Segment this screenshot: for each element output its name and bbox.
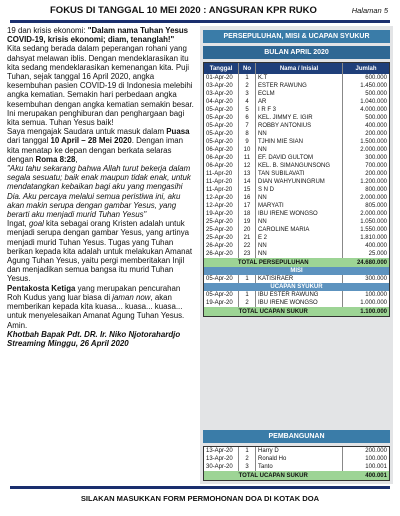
cell-date: 19-Apr-20: [204, 299, 239, 307]
cell-date: 30-Apr-20: [204, 463, 239, 471]
building-banner: PEMBANGUNAN: [203, 430, 390, 443]
cell-name: TJHIN MIE SIAN: [256, 138, 343, 146]
tithe-row: [204, 138, 389, 146]
tithe-row: [204, 98, 389, 106]
p3-text: Ingat,: [7, 219, 29, 229]
p4-text-2: , akan memberikan kepada kita kuasa... kuasa... kuasa... untuk menyelesaikan Amanat Agung Tuhan Yesus. Amin.: [7, 292, 185, 330]
tithe-row: [204, 114, 389, 122]
cell-no: 12: [239, 162, 256, 170]
cell-amount: 1.450.000: [360, 83, 387, 89]
p2-text-4: ,: [75, 154, 78, 164]
building-table-box: [203, 446, 390, 481]
cell-no: 4: [239, 98, 256, 106]
cell-name: I R F 3: [256, 106, 343, 114]
cell-date: 06-Apr-20: [204, 146, 239, 154]
tithe-total-row: [204, 258, 389, 267]
tithe-row: [204, 194, 389, 202]
tithe-row: [204, 162, 389, 170]
col-header-date: Tanggal: [204, 63, 239, 74]
cell-date: 05-Apr-20: [204, 106, 239, 114]
cell-no: 7: [239, 122, 256, 130]
col-header-name: Nama / Inisial: [256, 63, 343, 74]
misi-row: [204, 275, 389, 283]
declaration-quote: "Dalam nama Tuhan Yesus COVID-19, krisis ekonomi; diam, tenanglah!": [7, 26, 189, 45]
cell-name: IBU IRENE WONGSO: [256, 210, 343, 218]
tithe-row: [204, 170, 389, 178]
header-title: FOKUS DI TANGGAL 10 MEI 2020 : ANGSURAN KPR RUKO: [50, 5, 317, 16]
tithe-row: [204, 130, 389, 138]
tithe-row: [204, 242, 389, 250]
p3-goal: goal: [28, 219, 44, 229]
cell-date: 05-Apr-20: [204, 275, 239, 283]
cell-name: NN: [256, 242, 343, 250]
col-header-no: No: [239, 63, 256, 74]
thanks-total-row-label: TOTAL UCAPAN SUKUR: [204, 307, 343, 316]
p4-text: yang merupakan pencurahan Roh Kudus yang luar biasa di: [7, 283, 181, 302]
cell-name: NN: [256, 146, 343, 154]
article-intro: [7, 26, 196, 44]
thanks-row: [204, 291, 389, 299]
cell-name: ROBBY ANTONIUS: [256, 122, 343, 130]
cell-amount: 300.000: [365, 155, 387, 161]
cell-amount: 800.000: [365, 187, 387, 193]
cell-amount: 300.000: [365, 276, 387, 282]
cell-amount: 25.000: [368, 251, 387, 257]
cell-no: 6: [239, 114, 256, 122]
p2-text-2: dari tanggal: [7, 136, 51, 146]
cell-date: 11-Apr-20: [204, 186, 239, 194]
tithe-row: [204, 250, 389, 258]
cell-amount: 200.000: [365, 131, 387, 137]
thanks-total-row-amount: 1.100.000: [343, 307, 390, 316]
cell-date: 12-Apr-20: [204, 202, 239, 210]
verse-quote: "Aku tahu sekarang bahwa Allah turut bekerja dalam segala sesuatu; baik enak maupun tidak enak, untuk mendatangkan kebaikan bagi aku yang mengasihi Dia. Aku percaya melalui semua peristiwa ini, aku akan makin serupa dengan gambar Yesus, yang berarti aku menjadi murid Tuhan Yesus": [7, 164, 191, 220]
cell-amount: 100.001: [365, 464, 387, 470]
cell-name: IBU IRENE WONGSO: [256, 299, 343, 307]
tithe-row: [204, 178, 389, 186]
intro-text: 19 dan krisis ekonomi:: [7, 26, 88, 35]
cell-date: 05-Apr-20: [204, 122, 239, 130]
cell-name: EF. DAVID GULTOM: [256, 154, 343, 162]
cell-no: 16: [239, 194, 256, 202]
cell-amount: 1.050.000: [360, 219, 387, 225]
cell-amount: 400.000: [365, 123, 387, 129]
thanks-header-label: UCAPAN SYUKUR: [204, 283, 389, 291]
cell-amount: 2.000.000: [360, 147, 387, 153]
cell-amount: 2.000.000: [360, 195, 387, 201]
cell-name: AR: [256, 98, 343, 106]
cell-no: 19: [239, 218, 256, 226]
paragraph-3: [7, 219, 196, 283]
cell-no: 15: [239, 186, 256, 194]
tithe-row: [204, 202, 389, 210]
building-total-row: [204, 471, 389, 480]
cell-amount: 1.810.000: [360, 235, 387, 241]
cell-no: 10: [239, 146, 256, 154]
cell-no: 3: [239, 90, 256, 98]
cell-no: 2: [239, 455, 256, 463]
cell-amount: 1.040.000: [360, 99, 387, 105]
tithe-total-row-amount: 24.680.000: [343, 258, 390, 267]
cell-no: 8: [239, 130, 256, 138]
cell-no: 17: [239, 202, 256, 210]
cell-date: 05-Apr-20: [204, 138, 239, 146]
cell-amount: 1.550.000: [360, 227, 387, 233]
cell-name: KATISIRAER: [256, 275, 343, 283]
cell-date: 12-Apr-20: [204, 194, 239, 202]
cell-no: 2: [239, 82, 256, 90]
cell-amount: 400.000: [365, 243, 387, 249]
cell-name: NN: [256, 130, 343, 138]
building-total-row-amount: 400.001: [343, 471, 390, 480]
cell-amount: 600.000: [365, 75, 387, 81]
tithe-row: [204, 122, 389, 130]
cell-amount: 100.000: [365, 292, 387, 298]
page-header: [10, 4, 390, 23]
p2-verse: Roma 8:28: [35, 154, 76, 164]
report-month: BULAN APRIL 2020: [203, 46, 390, 59]
cell-amount: 2.000.000: [360, 211, 387, 217]
page-number: Halaman 5: [351, 6, 388, 15]
p2-puasa: Puasa: [166, 127, 190, 137]
tithe-row: [204, 74, 389, 82]
tithe-row: [204, 186, 389, 194]
cell-date: 13-Apr-20: [204, 447, 239, 455]
cell-date: 03-Apr-20: [204, 90, 239, 98]
tithe-row: [204, 146, 389, 154]
cell-no: 1: [239, 447, 256, 455]
cell-amount: 100.000: [365, 456, 387, 462]
cell-date: 06-Apr-20: [204, 154, 239, 162]
cell-amount: 200.000: [365, 448, 387, 454]
cell-name: NN: [256, 194, 343, 202]
p4-jaman-now: jaman now: [112, 292, 151, 302]
p2-text: Saya mengajak Saudara untuk masuk dalam: [7, 127, 167, 137]
cell-no: 21: [239, 234, 256, 242]
cell-date: 25-Apr-20: [204, 218, 239, 226]
tithe-row: [204, 90, 389, 98]
cell-name: Tanto: [256, 463, 343, 471]
paragraph-1: Kita sedang berada dalam peperangan rohani yang dahsyat melawan iblis. Dengan mendeklarasikan itu kita sedang mendeklarasikan kemenangan kita. Puji Tuhan, sejak tanggal 16 April 2020, angka kesembuhan pasien COVID-19 di Indonesia melebihi angka kematian. Semakin hari perbedaan angka kesembuhan dengan angka kematian semakin besar. Ini merupakan penghiburan dan penghargaan bagi kita semua. Tuhan Yesus baik!: [7, 44, 194, 128]
thanks-row: [204, 299, 389, 307]
cell-no: 1: [239, 74, 256, 82]
tithe-row: [204, 218, 389, 226]
misi-header: [204, 267, 389, 275]
cell-no: 22: [239, 242, 256, 250]
table-header-row: [204, 63, 389, 74]
building-row: [204, 447, 389, 455]
cell-no: 23: [239, 250, 256, 258]
paragraph-2: [7, 127, 196, 164]
cell-name: IBU ESTER RAWUNG: [256, 291, 343, 299]
tithe-row: [204, 154, 389, 162]
report-table-box: [203, 62, 390, 317]
cell-date: 03-Apr-20: [204, 82, 239, 90]
tithe-row: [204, 82, 389, 90]
tithe-row: [204, 226, 389, 234]
cell-date: 11-Apr-20: [204, 170, 239, 178]
cell-date: 26-Apr-20: [204, 250, 239, 258]
report-table: [204, 63, 389, 316]
thanks-header: [204, 283, 389, 291]
cell-no: 1: [239, 275, 256, 283]
cell-name: KEL. JIMMY E. IGIR: [256, 114, 343, 122]
cell-date: 26-Apr-20: [204, 242, 239, 250]
cell-name: Harry D: [256, 447, 343, 455]
p4-pentakosta: Pentakosta Ketiga: [7, 283, 76, 293]
cell-date: 05-Apr-20: [204, 130, 239, 138]
cell-amount: 1.000.000: [360, 300, 387, 306]
cell-amount: 700.000: [365, 163, 387, 169]
cell-date: 01-Apr-20: [204, 74, 239, 82]
cell-name: ECLM: [256, 90, 343, 98]
tithe-row: [204, 210, 389, 218]
report-banner: PERSEPULUHAN, MISI & UCAPAN SYUKUR: [203, 30, 390, 43]
cell-name: K.T: [256, 74, 343, 82]
paragraph-4: [7, 284, 196, 330]
p3-text-2: kita sebagai orang Kristen adalah untuk menjadi serupa dengan gambar Yesus, yang artinya menjadi murid Tuhan Yesus. Tugas yang Tuhan berikan kepada kita adalah untuk melakukan Amanat Agung Tuhan Yesus, yaitu pergi memberitakan Injil dan menjadikan semua bangsa itu murid Tuhan Yesus.: [7, 219, 193, 284]
cell-name: NN: [256, 218, 343, 226]
cell-amount: 200.000: [365, 171, 387, 177]
cell-name: E 2: [256, 234, 343, 242]
cell-name: NN: [256, 250, 343, 258]
cell-date: 19-Apr-20: [204, 210, 239, 218]
cell-no: 2: [239, 299, 256, 307]
cell-amount: 500.000: [365, 91, 387, 97]
building-total-row-label: TOTAL UCAPAN SUKUR: [204, 471, 343, 480]
article-column: [7, 26, 196, 348]
tithe-row: [204, 106, 389, 114]
tithe-total-row-label: TOTAL PERSEPULUHAN: [204, 258, 343, 267]
building-table: [204, 447, 389, 480]
cell-date: 25-Apr-20: [204, 234, 239, 242]
cell-no: 1: [239, 291, 256, 299]
cell-date: 05-Apr-20: [204, 114, 239, 122]
cell-date: 06-Apr-20: [204, 162, 239, 170]
cell-no: 18: [239, 210, 256, 218]
cell-date: 11-Apr-20: [204, 178, 239, 186]
cell-no: 20: [239, 226, 256, 234]
cell-name: MARYATI: [256, 202, 343, 210]
cell-date: 25-Apr-20: [204, 226, 239, 234]
cell-no: 3: [239, 463, 256, 471]
cell-no: 13: [239, 170, 256, 178]
cell-no: 14: [239, 178, 256, 186]
cell-amount: 4.000.000: [360, 107, 387, 113]
cell-name: KEL. B. SIMANGUNSONG: [256, 162, 343, 170]
cell-amount: 1.500.000: [360, 139, 387, 145]
cell-name: Ronald Ho: [256, 455, 343, 463]
cell-date: 05-Apr-20: [204, 291, 239, 299]
cell-amount: 805.000: [365, 203, 387, 209]
sermon-credit: Khotbah Bapak Pdt. DR. Ir. Niko Njotorahardjo Streaming Minggu, 26 April 2020: [7, 329, 181, 348]
cell-name: ESTER RAWUNG: [256, 82, 343, 90]
cell-name: S N D: [256, 186, 343, 194]
misi-header-label: MISI: [204, 267, 389, 275]
p2-text-3: . Dengan iman kita menatap ke depan dengan berkata selaras dengan: [7, 136, 184, 164]
finance-report-panel: [200, 26, 393, 484]
p2-dates: 10 April – 28 Mei 2020: [50, 136, 132, 146]
cell-no: 11: [239, 154, 256, 162]
cell-no: 5: [239, 106, 256, 114]
cell-date: 13-Apr-20: [204, 455, 239, 463]
cell-name: TAN SUBILAVATI: [256, 170, 343, 178]
cell-name: DIAN WAHYUNINGRUM: [256, 178, 343, 186]
cell-name: CAROLINE MARIA: [256, 226, 343, 234]
page-footer: SILAKAN MASUKKAN FORM PERMOHONAN DOA DI KOTAK DOA: [10, 486, 390, 503]
cell-amount: 1.200.000: [360, 179, 387, 185]
tithe-row: [204, 234, 389, 242]
cell-no: 9: [239, 138, 256, 146]
cell-date: 04-Apr-20: [204, 98, 239, 106]
thanks-total-row: [204, 307, 389, 316]
building-row: [204, 463, 389, 471]
cell-amount: 500.000: [365, 115, 387, 121]
building-row: [204, 455, 389, 463]
col-header-amount: Jumlah: [343, 63, 390, 74]
